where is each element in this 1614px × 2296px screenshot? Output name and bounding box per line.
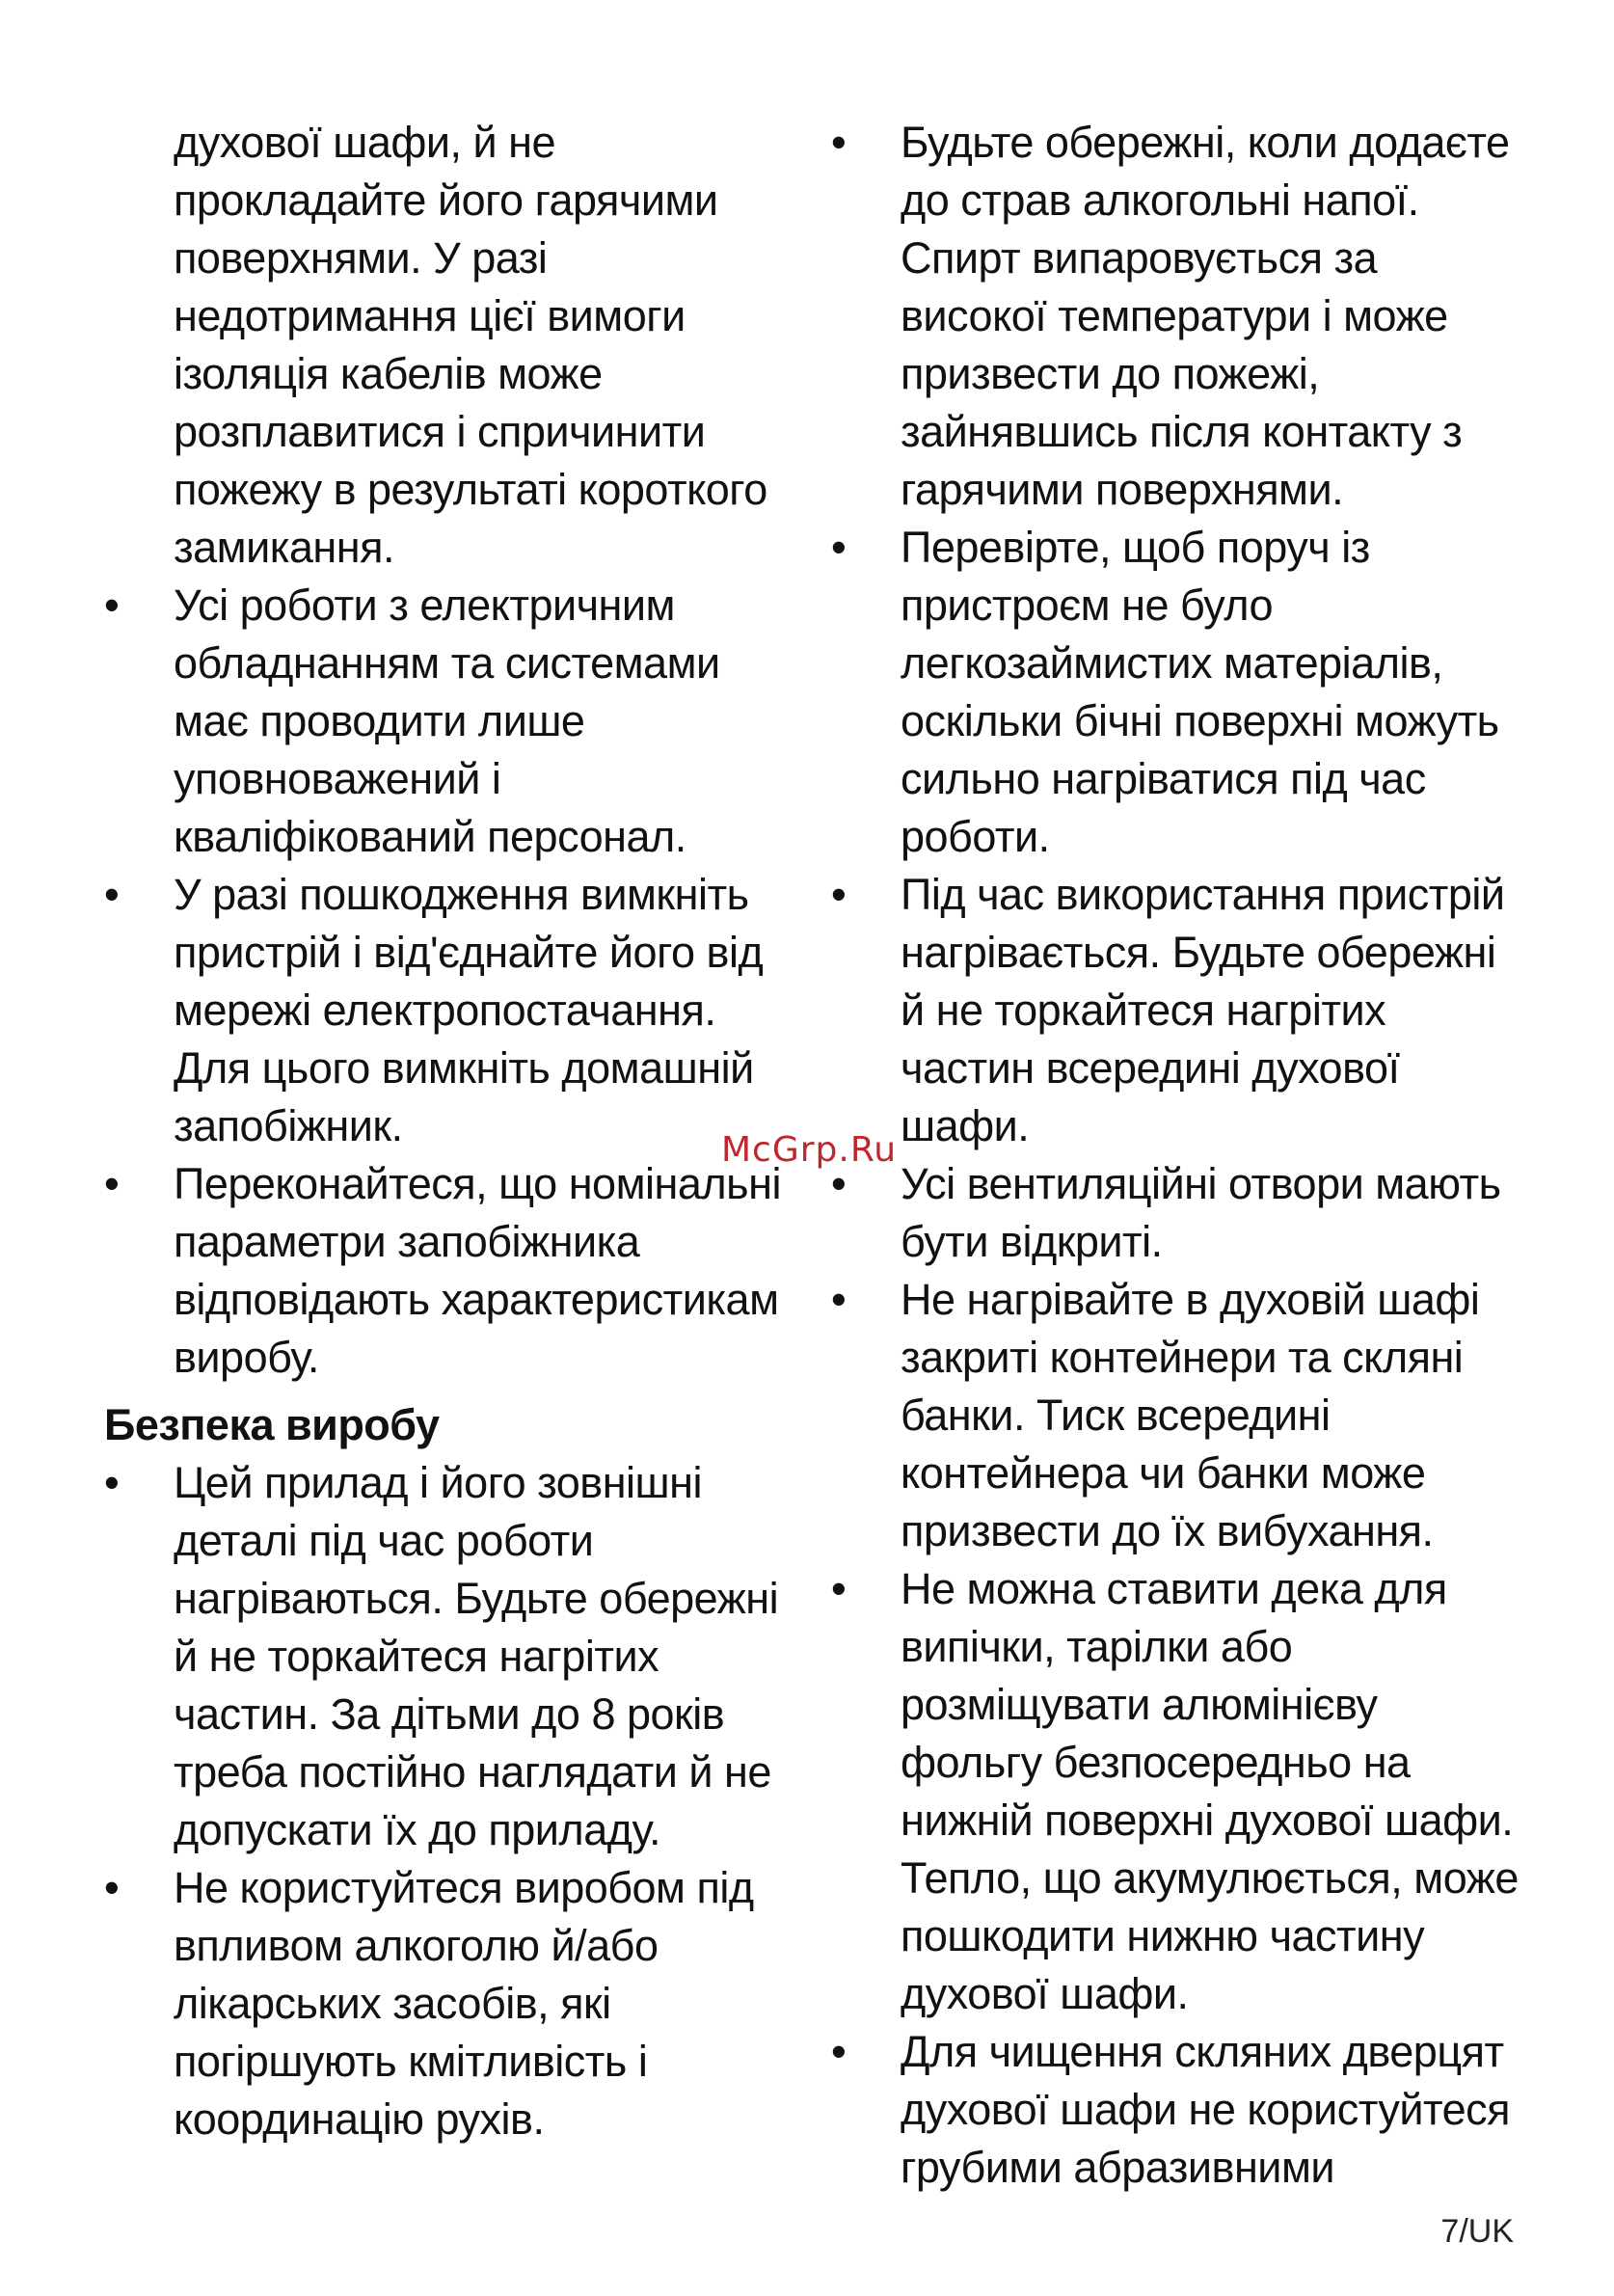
bullet-item [104,577,798,866]
bullet-dot: • [831,118,847,167]
bullet-item [104,1859,798,2148]
bullet-text: Не нагрівайте в духовій шафі закриті контейнери та скляні банки. Тиск всередині контейнера чи банки може призвести до їх вибухання. [901,1275,1480,1555]
page-number: 7/UK [1440,2213,1514,2250]
bullet-text: Усі роботи з електричним обладнанням та системами має проводити лише уповноважений і кваліфікований персонал. [174,581,720,861]
section-heading: Безпека виробу [104,1400,440,1449]
bullet-text: Усі вентиляційні отвори мають бути відкриті. [901,1159,1501,1266]
bullet-dot: • [831,523,847,572]
bullet-item [104,1155,798,1387]
bullet-dot: • [831,1564,847,1613]
bullet-dot: • [831,870,847,919]
bullet-dot: • [831,1275,847,1324]
bullet-text: У разі пошкодження вимкніть пристрій і від'єднайте його від мережі електропостачання. Для цього вимкніть домашній запобіжник. [174,870,764,1150]
right-column [831,114,1525,2197]
bullet-item [104,866,798,1155]
bullet-text: Не можна ставити дека для випічки, тарілки або розміщувати алюмінієву фольгу безпосередньо на нижній поверхні духової шафи. Тепло, що акумулюється, може пошкодити нижню частину духової шафи. [901,1564,1519,2018]
bullet-text: Переконайтеся, що номінальні параметри запобіжника відповідають характеристикам виробу. [174,1159,781,1382]
bullet-text: Не користуйтеся виробом під впливом алкоголю й/або лікарських засобів, які погіршують кмітливість і координацію рухів. [174,1863,754,2144]
bullet-item [831,1560,1525,2023]
bullet-text: Цей прилад і його зовнішні деталі під час роботи нагріваються. Будьте обережні й не торкайтеся нагрітих частин. За дітьми до 8 років треба постійно наглядати й не допускати їх до приладу. [174,1458,779,1854]
bullet-item [831,866,1525,1155]
bullet-item [104,1454,798,1859]
continuation-paragraph: духової шафи, й не прокладайте його гарячими поверхнями. У разі недотримання цієї вимоги ізоляція кабелів може розплавитися і спричинити пожежу в результаті короткого замикання. [174,118,767,572]
watermark: McGrp.Ru [721,1130,898,1170]
left-column [104,114,798,2148]
bullet-dot: • [104,1159,120,1208]
bullet-dot: • [104,1863,120,1912]
bullet-item [831,1271,1525,1560]
bullet-text: Будьте обережні, коли додаєте до страв алкогольні напої. Спирт випаровується за високої температури і може призвести до пожежі, зайнявшись після контакту з гарячими поверхнями. [901,118,1510,514]
bullet-dot: • [104,870,120,919]
bullet-dot: • [831,2027,847,2076]
bullet-text: Під час використання пристрій нагрівається. Будьте обережні й не торкайтеся нагрітих частин всередині духової шафи. [901,870,1505,1150]
bullet-text: Для чищення скляних дверцят духової шафи не користуйтеся грубими абразивними [901,2027,1511,2192]
bullet-text: Перевірте, щоб поруч із пристроєм не було легкозаймистих матеріалів, оскільки бічні поверхні можуть сильно нагріватися під час роботи. [901,523,1499,861]
bullet-item [831,2023,1525,2197]
bullet-item [831,1155,1525,1271]
bullet-item [831,519,1525,866]
bullet-item [831,114,1525,519]
bullet-dot: • [831,1159,847,1208]
bullet-dot: • [104,1458,120,1507]
bullet-dot: • [104,581,120,630]
